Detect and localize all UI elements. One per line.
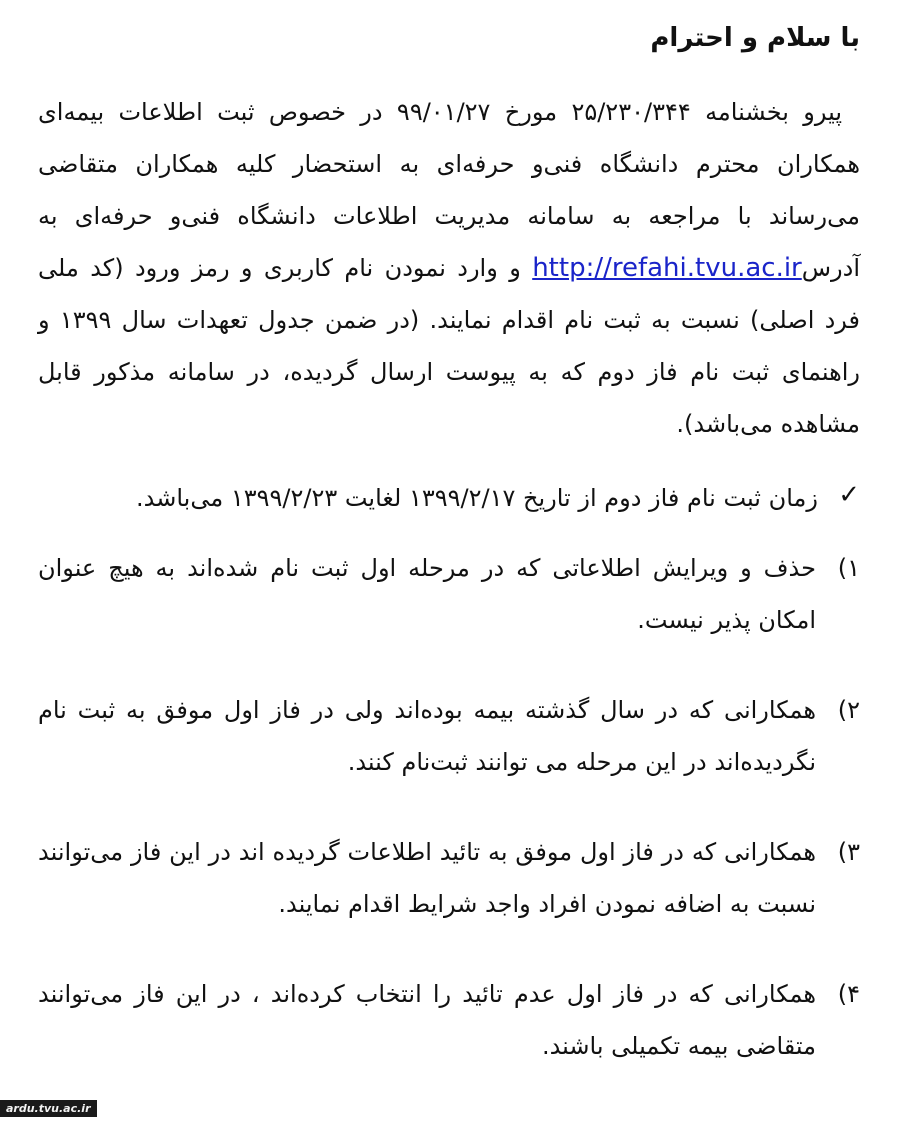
list-item (38, 826, 860, 930)
registration-period-text: زمان ثبت نام فاز دوم از تاریخ ۱۳۹۹/۲/۱۷ لغایت ۱۳۹۹/۲/۲۳ می‌باشد. (135, 484, 818, 512)
list-item-text: حذف و ویرایش اطلاعاتی که در مرحله اول ثبت نام شده‌اند به هیچ عنوان امکان پذیر نیست. (38, 554, 816, 634)
refahi-link[interactable]: http://refahi.tvu.ac.ir (532, 253, 802, 283)
checkmark-icon: ✓ (838, 480, 860, 510)
list-item (38, 968, 860, 1072)
list-item-number: ۱) (837, 554, 860, 582)
list-item (38, 684, 860, 788)
list-item-number: ۲) (837, 696, 860, 724)
greeting: با سلام و احترام (650, 23, 860, 53)
list-item-number: ۳) (837, 838, 860, 866)
rules-list (38, 542, 860, 1072)
list-item-text: همکارانی که در فاز اول عدم تائید را انتخاب کرده‌اند ، در این فاز می‌توانند متقاضی بیمه تکمیلی باشند. (38, 980, 816, 1060)
list-item-text: همکارانی که در سال گذشته بیمه بوده‌اند ولی در فاز اول موفق به ثبت نام نگردیده‌اند در این مرحله می توانند ثبت‌نام کنند. (38, 696, 816, 776)
letter-page (38, 18, 860, 1107)
intro-text-part1: پیرو بخشنامه ۲۵/۲۳۰/۳۴۴ مورخ ۹۹/۰۱/۲۷ در خصوص ثبت اطلاعات بیمه‌ای همکاران محترم دانشگاه فنی‌و حرفه‌ای به استحضار کلیه همکاران متقاضی می‌رساند با مراجعه به سامانه مدیریت اطلاعات دانشگاه فنی‌و حرفه‌ای به آدرس (38, 98, 860, 282)
list-item (38, 542, 860, 646)
list-item-text: همکارانی که در فاز اول موفق به تائید اطلاعات گردیده اند در این فاز می‌توانند نسبت به اضافه نمودن افراد واجد شرایط اقدام نمایند. (38, 838, 816, 918)
intro-text-part2: و وارد نمودن نام کاربری و رمز ورود (کد ملی فرد اصلی) نسبت به ثبت نام اقدام نمایند. (در ضمن جدول تعهدات سال ۱۳۹۹ و راهنمای ثبت نام فاز دوم که به پیوست ارسال گردیده، در سامانه مذکور قابل مشاهده می‌باشد). (38, 254, 861, 438)
intro-paragraph (38, 86, 860, 450)
list-item-number: ۴) (837, 980, 860, 1008)
registration-period-item (38, 472, 860, 524)
site-watermark-badge: ardu.tvu.ac.ir (0, 1100, 97, 1117)
